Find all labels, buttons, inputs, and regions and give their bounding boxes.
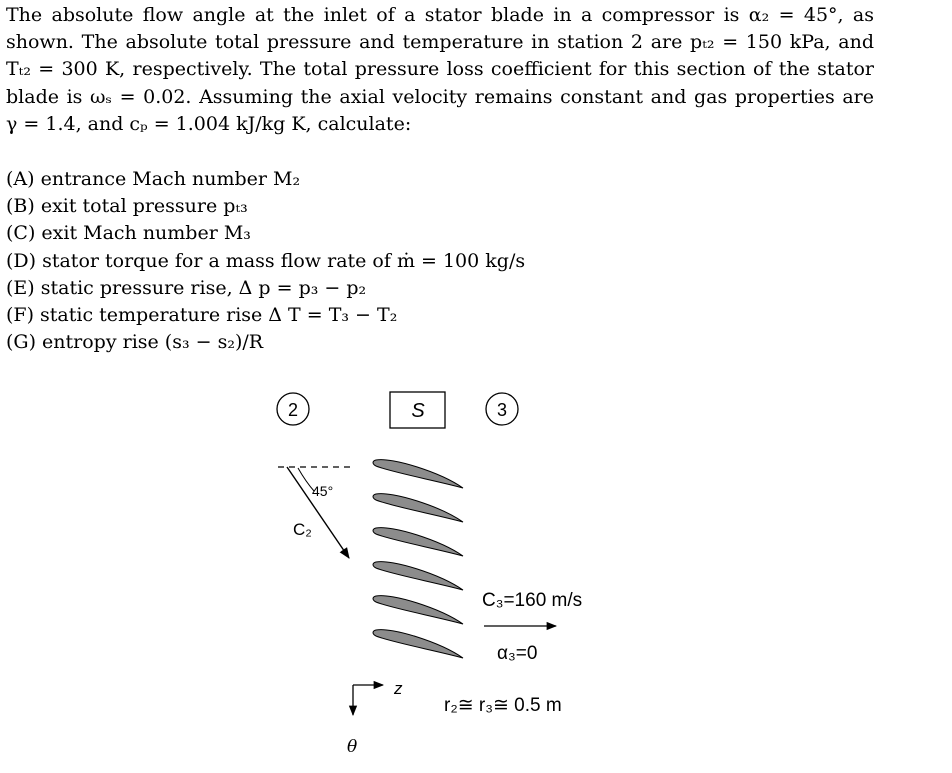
problem-line: The absolute flow angle at the inlet of a stator blade in a compressor is α₂ = 45°, as xyxy=(6,4,874,26)
stator-marker xyxy=(390,392,445,428)
question-d: (D) stator torque for a mass flow rate of ṁ = 100 kg/s xyxy=(6,249,526,272)
stator-blade-row xyxy=(373,460,463,658)
stator-blade xyxy=(373,460,463,488)
inlet-velocity-label: C₂ xyxy=(293,520,312,539)
theta-axis-label: θ xyxy=(347,737,358,757)
question-e: (E) static pressure rise, Δ p = p₃ − p₂ xyxy=(6,276,367,299)
stator-blade xyxy=(373,596,463,624)
exit-angle-label: α₃=0 xyxy=(497,643,538,664)
stator-blade xyxy=(373,630,463,658)
radius-label: r₂≅ r₃≅ 0.5 m xyxy=(444,695,562,716)
station-3-marker xyxy=(486,393,518,425)
question-b: (B) exit total pressure pₜ₃ xyxy=(6,195,248,218)
problem-line: Tₜ₂ = 300 K, respectively. The total pressure loss coefficient for this section of the stator xyxy=(6,58,874,81)
question-f: (F) static temperature rise Δ T = T₃ − T₂ xyxy=(6,304,398,327)
problem-line: shown. The absolute total pressure and temperature in station 2 are pₜ₂ = 150 kPa, and xyxy=(6,31,874,54)
problem-line: γ = 1.4, and cₚ = 1.004 kJ/kg K, calculate: xyxy=(6,112,412,135)
z-axis-label: z xyxy=(394,679,403,698)
exit-velocity-label: C₃=160 m/s xyxy=(482,590,583,611)
question-c: (C) exit Mach number M₃ xyxy=(6,222,251,245)
exit-velocity xyxy=(482,590,582,664)
inlet-angle-label: 45° xyxy=(312,483,334,499)
question-a: (A) entrance Mach number M₂ xyxy=(6,168,301,190)
stator-blade xyxy=(373,494,463,522)
stator-blade xyxy=(373,528,463,556)
problem-line: blade is ωₛ = 0.02. Assuming the axial velocity remains constant and gas properties are xyxy=(6,85,874,108)
station-2-marker xyxy=(277,393,309,425)
inlet-velocity-arrow xyxy=(287,467,349,558)
stator-label: S xyxy=(411,400,425,422)
station-3-label: 3 xyxy=(496,400,508,420)
question-g: (G) entropy rise (s₃ − s₂)/R xyxy=(6,331,264,354)
stator-blade xyxy=(373,562,463,590)
coordinate-axes xyxy=(347,679,403,757)
inlet-velocity-triangle xyxy=(278,467,350,558)
station-2-label: 2 xyxy=(287,400,299,420)
